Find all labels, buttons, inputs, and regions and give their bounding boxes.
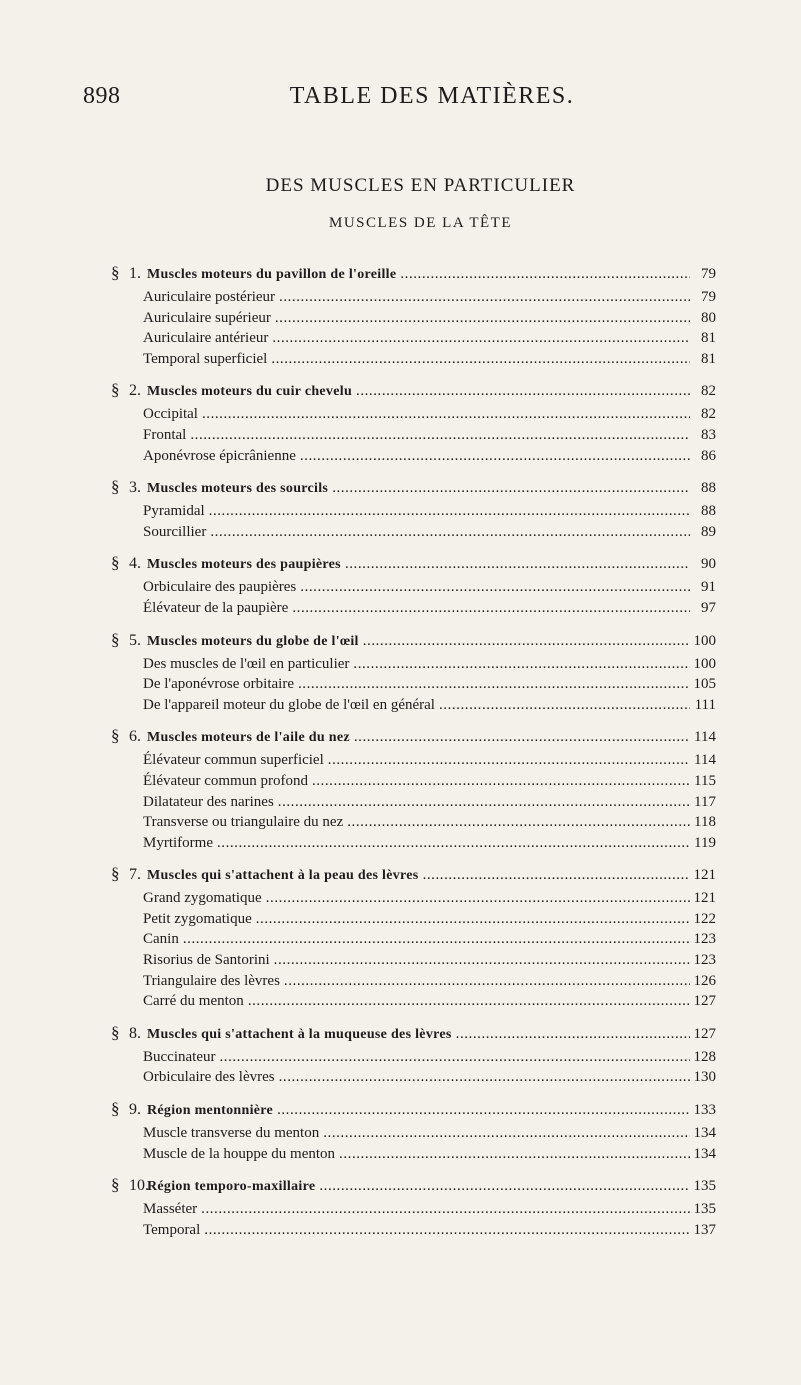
entry-page-number: 128 (693, 1048, 716, 1065)
entry-page-number: 123 (693, 952, 716, 969)
section-page-number: 135 (693, 1178, 716, 1195)
section-page-number: 127 (693, 1025, 716, 1042)
toc-entry (111, 888, 716, 909)
entry-title: Myrtiforme (143, 834, 213, 851)
section-heading (111, 475, 716, 498)
toc-entry (111, 522, 716, 543)
entry-page-number: 135 (693, 1201, 716, 1218)
section-page-number: 82 (701, 383, 716, 400)
toc-entry (111, 1220, 716, 1241)
section-page-number: 133 (693, 1102, 716, 1119)
section-page-number: 100 (693, 632, 716, 649)
section-page-number: 79 (701, 266, 716, 282)
entry-page-number: 134 (693, 1125, 716, 1142)
entry-page-number: 121 (693, 890, 716, 907)
toc-section (111, 862, 716, 1012)
dot-leader (298, 674, 690, 695)
entry-title: Orbiculaire des lèvres (143, 1069, 275, 1086)
toc-entry (111, 674, 716, 695)
dot-leader (204, 1220, 689, 1241)
entry-page-number: 88 (701, 503, 716, 520)
section-mark: § (111, 477, 120, 497)
entry-title: Des muscles de l'œil en particulier (143, 655, 350, 672)
entry-page-number: 111 (694, 696, 716, 713)
section-heading (111, 1173, 716, 1196)
section-mark: § (111, 263, 120, 282)
entry-title: Auriculaire postérieur (143, 289, 276, 305)
entry-page-number: 105 (693, 676, 716, 693)
section-title: Muscles moteurs des sourcils (147, 481, 329, 497)
entry-page-number: 83 (701, 426, 716, 443)
dot-leader (217, 833, 690, 854)
section-number: 1. (129, 265, 141, 282)
toc-entry (111, 1199, 716, 1220)
entry-title: Buccinateur (143, 1048, 216, 1065)
section-heading (111, 378, 716, 401)
section-heading (111, 261, 716, 284)
toc-entry (111, 404, 716, 425)
dot-leader (363, 630, 690, 653)
section-heading (111, 862, 716, 885)
entry-title: Carré du menton (143, 993, 244, 1010)
entry-page-number: 82 (701, 406, 716, 423)
toc-entry (111, 328, 716, 349)
section-heading (111, 724, 716, 747)
entry-page-number: 137 (693, 1221, 716, 1238)
toc-section (111, 1021, 716, 1088)
toc-entry (111, 771, 716, 792)
toc-entry (111, 950, 716, 971)
entry-title: Auriculaire antérieur (143, 330, 269, 347)
section-heading (111, 551, 716, 574)
section-mark: § (111, 553, 120, 573)
dot-leader (190, 425, 690, 446)
entry-page-number: 115 (694, 772, 716, 789)
dot-leader (300, 446, 690, 467)
entry-page-number: 97 (701, 599, 716, 616)
entry-title: Canin (143, 931, 179, 948)
toc-section (111, 475, 716, 542)
dot-leader (284, 971, 690, 992)
dot-leader (332, 477, 690, 500)
dot-leader (271, 349, 690, 370)
toc-section (111, 1173, 716, 1240)
section-title: Muscles qui s'attachent à la peau des lèvres (147, 868, 419, 884)
dot-leader (272, 328, 690, 349)
section-mark: § (111, 1099, 120, 1119)
toc-entry (111, 349, 716, 370)
entry-title: Dilatateur des narines (143, 793, 274, 810)
entry-title: Petit zygomatique (143, 910, 252, 927)
dot-leader (439, 695, 690, 716)
dot-leader (202, 404, 690, 425)
dot-leader (323, 1123, 689, 1144)
entry-title: Pyramidal (143, 503, 205, 520)
dot-leader (356, 380, 690, 403)
entry-page-number: 118 (694, 814, 716, 831)
section-number: 10. (129, 1177, 149, 1195)
section-title: Muscles moteurs des paupières (147, 557, 341, 573)
entry-title: Sourcillier (143, 523, 207, 540)
dot-leader (319, 1175, 689, 1198)
section-number: 6. (129, 728, 141, 746)
section-mark: § (111, 864, 120, 884)
section-title: Muscles moteurs du pavillon de l'oreille (147, 267, 397, 282)
entry-page-number: 114 (694, 752, 716, 769)
entry-page-number: 122 (693, 910, 716, 927)
section-number: 3. (129, 479, 141, 497)
table-of-contents (111, 261, 716, 1249)
section-mark: § (111, 629, 120, 649)
section-mark: § (111, 726, 120, 746)
entry-title: Orbiculaire des paupières (143, 579, 297, 596)
entry-title: De l'appareil moteur du globe de l'œil en général (143, 696, 435, 713)
entry-page-number: 81 (701, 330, 716, 347)
dot-leader (279, 287, 690, 308)
entry-page-number: 91 (701, 579, 716, 596)
dot-leader (279, 1067, 690, 1088)
entry-title: Grand zygomatique (143, 890, 262, 907)
page-number: 898 (83, 83, 121, 109)
dot-leader (201, 1199, 689, 1220)
toc-entry (111, 792, 716, 813)
entry-page-number: 117 (694, 793, 716, 810)
dot-leader (354, 726, 690, 749)
dot-leader (339, 1144, 689, 1165)
entry-page-number: 130 (693, 1069, 716, 1086)
page-header (83, 83, 761, 119)
dot-leader (210, 522, 690, 543)
dot-leader (183, 929, 690, 950)
section-title: Région mentonnière (147, 1103, 274, 1119)
entry-page-number: 119 (694, 834, 716, 851)
section-mark: § (111, 1175, 120, 1195)
toc-entry (111, 501, 716, 522)
section-page-number: 121 (693, 867, 716, 884)
dot-leader (300, 577, 690, 598)
section-title: Muscles moteurs du cuir chevelu (147, 384, 353, 400)
dot-leader (400, 263, 690, 286)
toc-section (111, 1097, 716, 1164)
dot-leader (345, 553, 690, 576)
chapter-title: MUSCLES DE LA TÊTE (329, 215, 512, 231)
entry-title: Élévateur commun superficiel (143, 752, 324, 769)
toc-section (111, 378, 716, 466)
toc-entry (111, 1144, 716, 1165)
dot-leader (248, 991, 690, 1012)
entry-title: Muscle de la houppe du menton (143, 1145, 336, 1162)
section-title: Muscles qui s'attachent à la muqueuse des lèvres (147, 1026, 452, 1042)
entry-page-number: 100 (693, 655, 716, 672)
section-heading (111, 628, 716, 651)
section-number: 5. (129, 631, 141, 649)
toc-entry (111, 991, 716, 1012)
entry-title: Masséter (143, 1201, 198, 1218)
dot-leader (456, 1023, 690, 1046)
section-page-number: 88 (701, 480, 716, 497)
entry-title: Transverse ou triangulaire du nez (143, 814, 344, 831)
toc-entry (111, 833, 716, 854)
section-heading (111, 1097, 716, 1120)
entry-page-number: 134 (693, 1145, 716, 1162)
entry-page-number: 127 (693, 993, 716, 1010)
entry-title: Élévateur de la paupière (143, 599, 289, 616)
entry-title: Frontal (143, 426, 187, 443)
dot-leader (328, 750, 690, 771)
section-number: 9. (129, 1101, 141, 1119)
toc-entry (111, 909, 716, 930)
dot-leader (347, 812, 690, 833)
dot-leader (274, 950, 690, 971)
section-page-number: 114 (694, 729, 716, 746)
toc-entry (111, 1123, 716, 1144)
entry-title: Muscle transverse du menton (143, 1125, 320, 1142)
toc-entry (111, 1067, 716, 1088)
dot-leader (277, 1099, 689, 1122)
toc-entry (111, 750, 716, 771)
section-number: 7. (129, 866, 141, 884)
entry-page-number: 86 (701, 447, 716, 464)
entry-page-number: 81 (701, 350, 716, 367)
toc-entry (111, 654, 716, 675)
toc-entry (111, 929, 716, 950)
toc-entry (111, 812, 716, 833)
dot-leader (275, 308, 690, 329)
section-title: Muscles moteurs du globe de l'œil (147, 633, 359, 649)
section-number: 4. (129, 555, 141, 573)
entry-title: Élévateur commun profond (143, 772, 308, 789)
toc-entry (111, 287, 716, 308)
dot-leader (423, 864, 690, 887)
running-title: TABLE DES MATIÈRES. (289, 83, 575, 109)
section-number: 2. (129, 382, 141, 400)
entry-title: Temporal (143, 1221, 201, 1238)
section-title: Région temporo-maxillaire (147, 1179, 316, 1195)
entry-title: Risorius de Santorini (143, 952, 270, 969)
toc-entry (111, 425, 716, 446)
toc-entry (111, 577, 716, 598)
toc-section (111, 628, 716, 716)
entry-page-number: 126 (693, 972, 716, 989)
toc-entry (111, 598, 716, 619)
toc-entry (111, 695, 716, 716)
toc-entry (111, 971, 716, 992)
entry-title: Temporal superficiel (143, 350, 268, 367)
dot-leader (209, 501, 690, 522)
dot-leader (292, 598, 690, 619)
section-mark: § (111, 1022, 120, 1042)
entry-title: Aponévrose épicrânienne (143, 447, 296, 464)
section-title: Muscles moteurs de l'aile du nez (147, 730, 350, 746)
toc-section (111, 261, 716, 369)
entry-title: Occipital (143, 406, 198, 423)
entry-title: Triangulaire des lèvres (143, 972, 280, 989)
entry-page-number: 123 (693, 931, 716, 948)
entry-page-number: 79 (701, 289, 716, 305)
toc-entry (111, 1047, 716, 1068)
entry-title: Auriculaire supérieur (143, 309, 271, 326)
toc-section (111, 724, 716, 853)
dot-leader (256, 909, 690, 930)
entry-page-number: 89 (701, 523, 716, 540)
dot-leader (266, 888, 690, 909)
toc-entry (111, 308, 716, 329)
entry-page-number: 80 (701, 309, 716, 326)
part-title: DES MUSCLES EN PARTICULIER (265, 175, 576, 196)
section-mark: § (111, 380, 120, 400)
toc-entry (111, 446, 716, 467)
dot-leader (353, 654, 689, 675)
dot-leader (219, 1047, 689, 1068)
dot-leader (278, 792, 690, 813)
section-page-number: 90 (701, 556, 716, 573)
section-number: 8. (129, 1024, 141, 1042)
entry-title: De l'aponévrose orbitaire (143, 676, 294, 693)
section-heading (111, 1021, 716, 1044)
dot-leader (312, 771, 690, 792)
toc-section (111, 551, 716, 618)
